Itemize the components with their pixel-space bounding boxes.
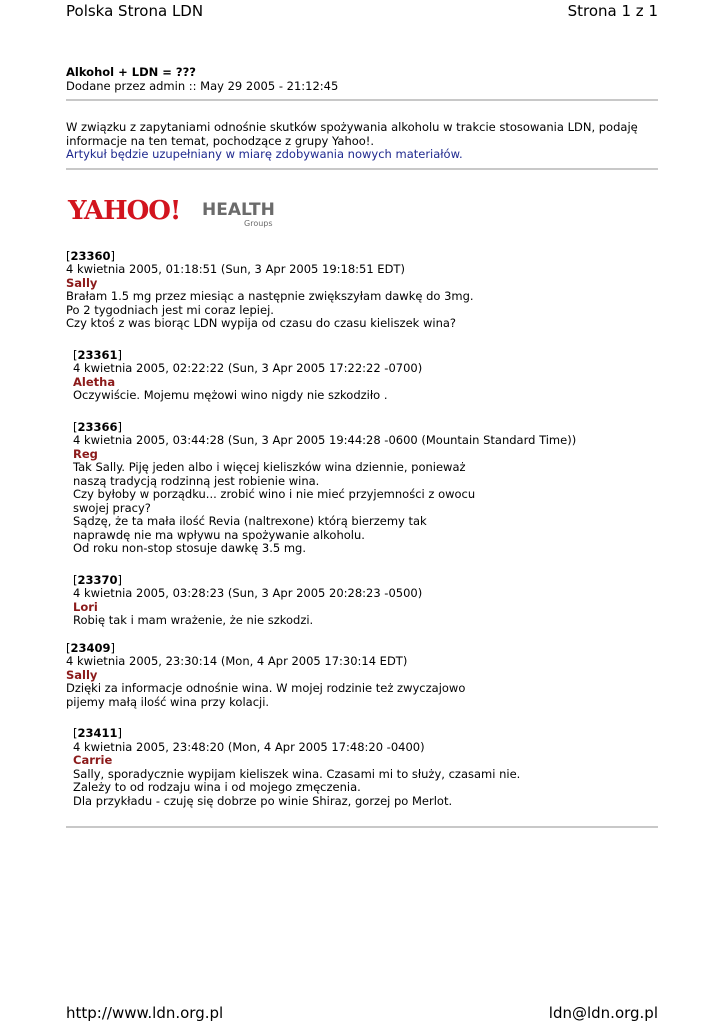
post-date: 4 kwietnia 2005, 03:44:28 (Sun, 3 Apr 2005 19:44:28 -0600 (Mountain Standard Time)) [73,433,577,447]
post [73,727,658,808]
post-author: Reg [73,446,98,461]
post-line: Czy byłoby w porządku... zrobić wino i nie mieć przyjemności z owocu [73,487,476,501]
post-line: Sally, sporadycznie wypijam kieliszek wina. Czasami mi to służy, czasami nie. [73,766,521,781]
post-line: Oczywiście. Mojemu mężowi wino nigdy nie szkodziło . [73,388,388,402]
post-date: 4 kwietnia 2005, 02:22:22 (Sun, 3 Apr 2005 17:22:22 -0700) [73,361,423,375]
page-counter: Strona 1 z 1 [567,2,658,20]
article-meta: Dodane przez admin :: May 29 2005 - 21:12:45 [66,78,339,93]
divider [66,99,658,101]
post-id: [23360] [66,248,116,263]
post-author: Aletha [73,374,116,389]
intro-line: informacje na ten temat, pochodzące z grupy Yahoo!. [66,133,375,148]
post-id: [23361] [73,347,123,362]
post-line: naprawdę nie ma wpływu na spożywanie alkoholu. [73,527,365,542]
site-title: Polska Strona LDN [66,2,204,20]
post-date: 4 kwietnia 2005, 01:18:51 (Sun, 3 Apr 2005 19:18:51 EDT) [66,262,405,276]
post-line: Dla przykładu - czuję się dobrze po winie Shiraz, gorzej po Merlot. [73,793,453,808]
post-line: Po 2 tygodniach jest mi coraz lepiej. [66,302,274,317]
logo-section-text: HEALTH [202,199,275,220]
post-id: [23366] [73,419,123,434]
divider [66,168,658,170]
post-author: Carrie [73,753,113,767]
post-id: [23370] [73,572,123,587]
article-note: Artykuł będzie uzupełniany w miarę zdobywania nowych materiałów. [66,147,463,161]
intro-line: W związku z zapytaniami odnośnie skutków spożywania alkoholu w trakcie stosowania LDN, podaję [66,120,638,134]
divider [66,826,658,828]
post [66,250,658,331]
post-id: [23409] [66,640,116,655]
post [66,642,658,710]
post-author: Sally [66,275,98,290]
post-line: swojej pracy? [73,500,151,515]
article-intro [66,121,658,162]
post-date: 4 kwietnia 2005, 23:30:14 (Mon, 4 Apr 2005 17:30:14 EDT) [66,654,408,668]
post-date: 4 kwietnia 2005, 03:28:23 (Sun, 3 Apr 2005 20:28:23 -0500) [73,586,423,600]
post-id: [23411] [73,726,123,740]
post-line: Sądzę, że ta mała ilość Revia (naltrexone) którą bierzemy tak [73,514,427,528]
page-header [66,0,658,24]
logo-sub-text: Groups [244,218,273,228]
posts-list [66,250,658,809]
post-line: Brałam 1.5 mg przez miesiąc a następnie zwiększyłam dawkę do 3mg. [66,289,474,303]
post-line: Tak Sally. Piję jeden albo i więcej kieliszków wina dziennie, ponieważ [73,460,466,474]
post [73,421,658,556]
post-line: Czy ktoś z was biorąc LDN wypija od czasu do czasu kieliszek wina? [66,316,457,330]
post-line: pijemy małą ilość wina przy kolacji. [66,694,270,709]
post-line: Zależy to od rodzaju wina i od mojego zmęczenia. [73,780,361,794]
logo-brand-text: YAHOO! [68,195,181,226]
yahoo-health-logo [66,192,658,228]
post-line: Robię tak i mam wrażenie, że nie szkodzi. [73,613,314,627]
article [66,66,658,828]
footer-email-link[interactable]: ldn@ldn.org.pl [548,1004,658,1022]
post [73,349,658,403]
yahoo-health-logo-image [66,192,281,228]
footer-url-link[interactable]: http://www.ldn.org.pl [66,1004,224,1022]
post-line: naszą tradycją rodzinną jest robienie wina. [73,473,320,488]
post-author: Lori [73,599,98,614]
post [73,574,658,628]
post-line: Od roku non-stop stosuje dawkę 3.5 mg. [73,541,307,555]
post-date: 4 kwietnia 2005, 23:48:20 (Mon, 4 Apr 2005 17:48:20 -0400) [73,739,425,754]
post-author: Sally [66,667,98,682]
article-title: Alkohol + LDN = ??? [66,65,196,79]
post-line: Dzięki za informacje odnośnie wina. W mojej rodzinie też zwyczajowo [66,681,466,695]
